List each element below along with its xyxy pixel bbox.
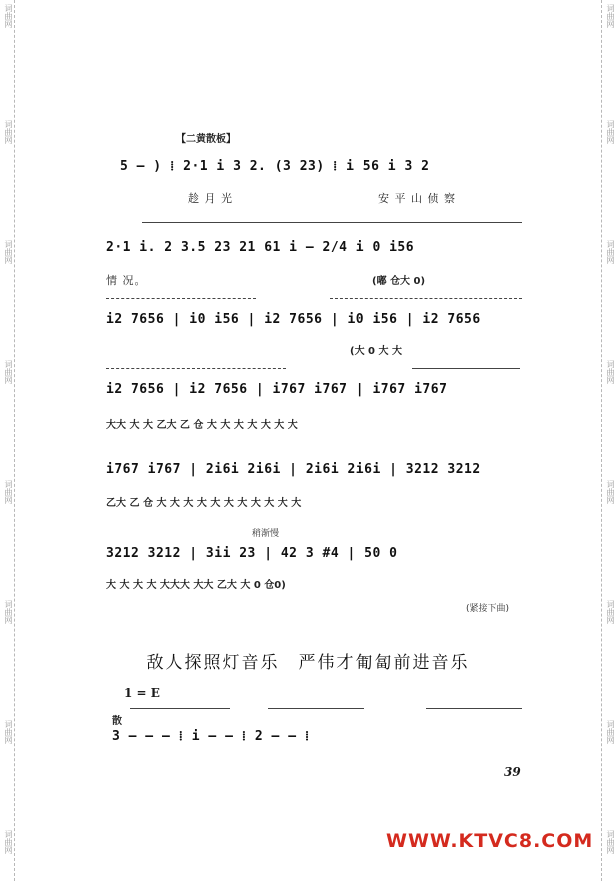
watermark-left-6: 词曲网 (4, 600, 13, 624)
percussion-row-2: (嘟 仓大 0) (372, 276, 426, 287)
piece-title: 敌人探照灯音乐 严伟才匍匐前进音乐 (146, 653, 470, 673)
notation-row-3: i2 7656 | i0 i56 | i2 7656 | i0 i56 | i2 7656 (106, 312, 481, 327)
notation-row-6: 3212 3212 | 3ii 23 | 42 3 #4 | 50 0 (106, 546, 398, 561)
lyric-row-2: 情 况。 (106, 274, 147, 287)
watermark-left-8: 词曲网 (4, 830, 13, 854)
watermark-left-5: 词曲网 (4, 480, 13, 504)
watermark-right-1: 词曲网 (606, 4, 615, 28)
watermark-left-1: 词曲网 (4, 4, 13, 28)
dashed-bracket-row-3a (106, 298, 256, 299)
tempo-mark-slowing: 稍渐慢 (252, 529, 280, 539)
watermark-left-3: 词曲网 (4, 240, 13, 264)
watermark-left-4: 词曲网 (4, 360, 13, 384)
hairpin-2 (268, 708, 364, 709)
bracket-row-4b (412, 368, 520, 369)
continue-note: (紧接下曲) (466, 604, 510, 614)
watermark-left-2: 词曲网 (4, 120, 13, 144)
hairpin-1 (130, 708, 230, 709)
percussion-row-4: 大大 大 大 乙大 乙 仓 大 大 大 大 大 大 大 (106, 420, 298, 431)
site-url-watermark: WWW.KTVC8.COM (386, 830, 594, 852)
page-number: 39 (504, 765, 521, 779)
watermark-right-2: 词曲网 (606, 120, 615, 144)
notation-row-2: 2·1 i. 2 3.5 23 21 61 i — 2/4 i 0 i56 (106, 240, 415, 255)
lyric-row-1b: 安 平 山 侦 察 (378, 192, 456, 205)
watermark-left-7: 词曲网 (4, 720, 13, 744)
watermark-right-3: 词曲网 (606, 240, 615, 264)
percussion-row-3: (大 0 大 大 (350, 346, 402, 357)
notation-last-row: 3 — — — ⁞ i — — ⁞ 2 — — ⁞ (112, 729, 310, 744)
watermark-right-4: 词曲网 (606, 360, 615, 384)
dashed-bracket-row-3b (330, 298, 522, 299)
percussion-row-5: 乙大 乙 仓 大 大 大 大 大 大 大 大 大 大 大 (106, 498, 302, 509)
hairpin-3 (426, 708, 522, 709)
notation-row-5: i767 i767 | 2i6i 2i6i | 2i6i 2i6i | 3212 3212 (106, 462, 481, 477)
free-meter-mark: 散 (112, 716, 122, 727)
watermark-right-7: 词曲网 (606, 720, 615, 744)
key-signature: 1 = E (124, 686, 160, 700)
watermark-right-5: 词曲网 (606, 480, 615, 504)
notation-row-4: i2 7656 | i2 7656 | i767 i767 | i767 i767 (106, 382, 448, 397)
slur-line-row-2 (142, 222, 522, 223)
watermark-right-8: 词曲网 (606, 830, 615, 854)
section-label-erhuang: 【二黄散板】 (176, 134, 236, 145)
notation-row-1: 5 — ) ⁞ 2·1 i 3 2. (3 23) ⁞ i 56 i 3 2 (120, 159, 430, 174)
dashed-bracket-row-4a (106, 368, 286, 369)
percussion-row-6: 大 大 大 大 大大大 大大 乙大 大 0 仓0) (106, 580, 286, 591)
watermark-right-6: 词曲网 (606, 600, 615, 624)
lyric-row-1a: 趁 月 光 (188, 192, 233, 205)
